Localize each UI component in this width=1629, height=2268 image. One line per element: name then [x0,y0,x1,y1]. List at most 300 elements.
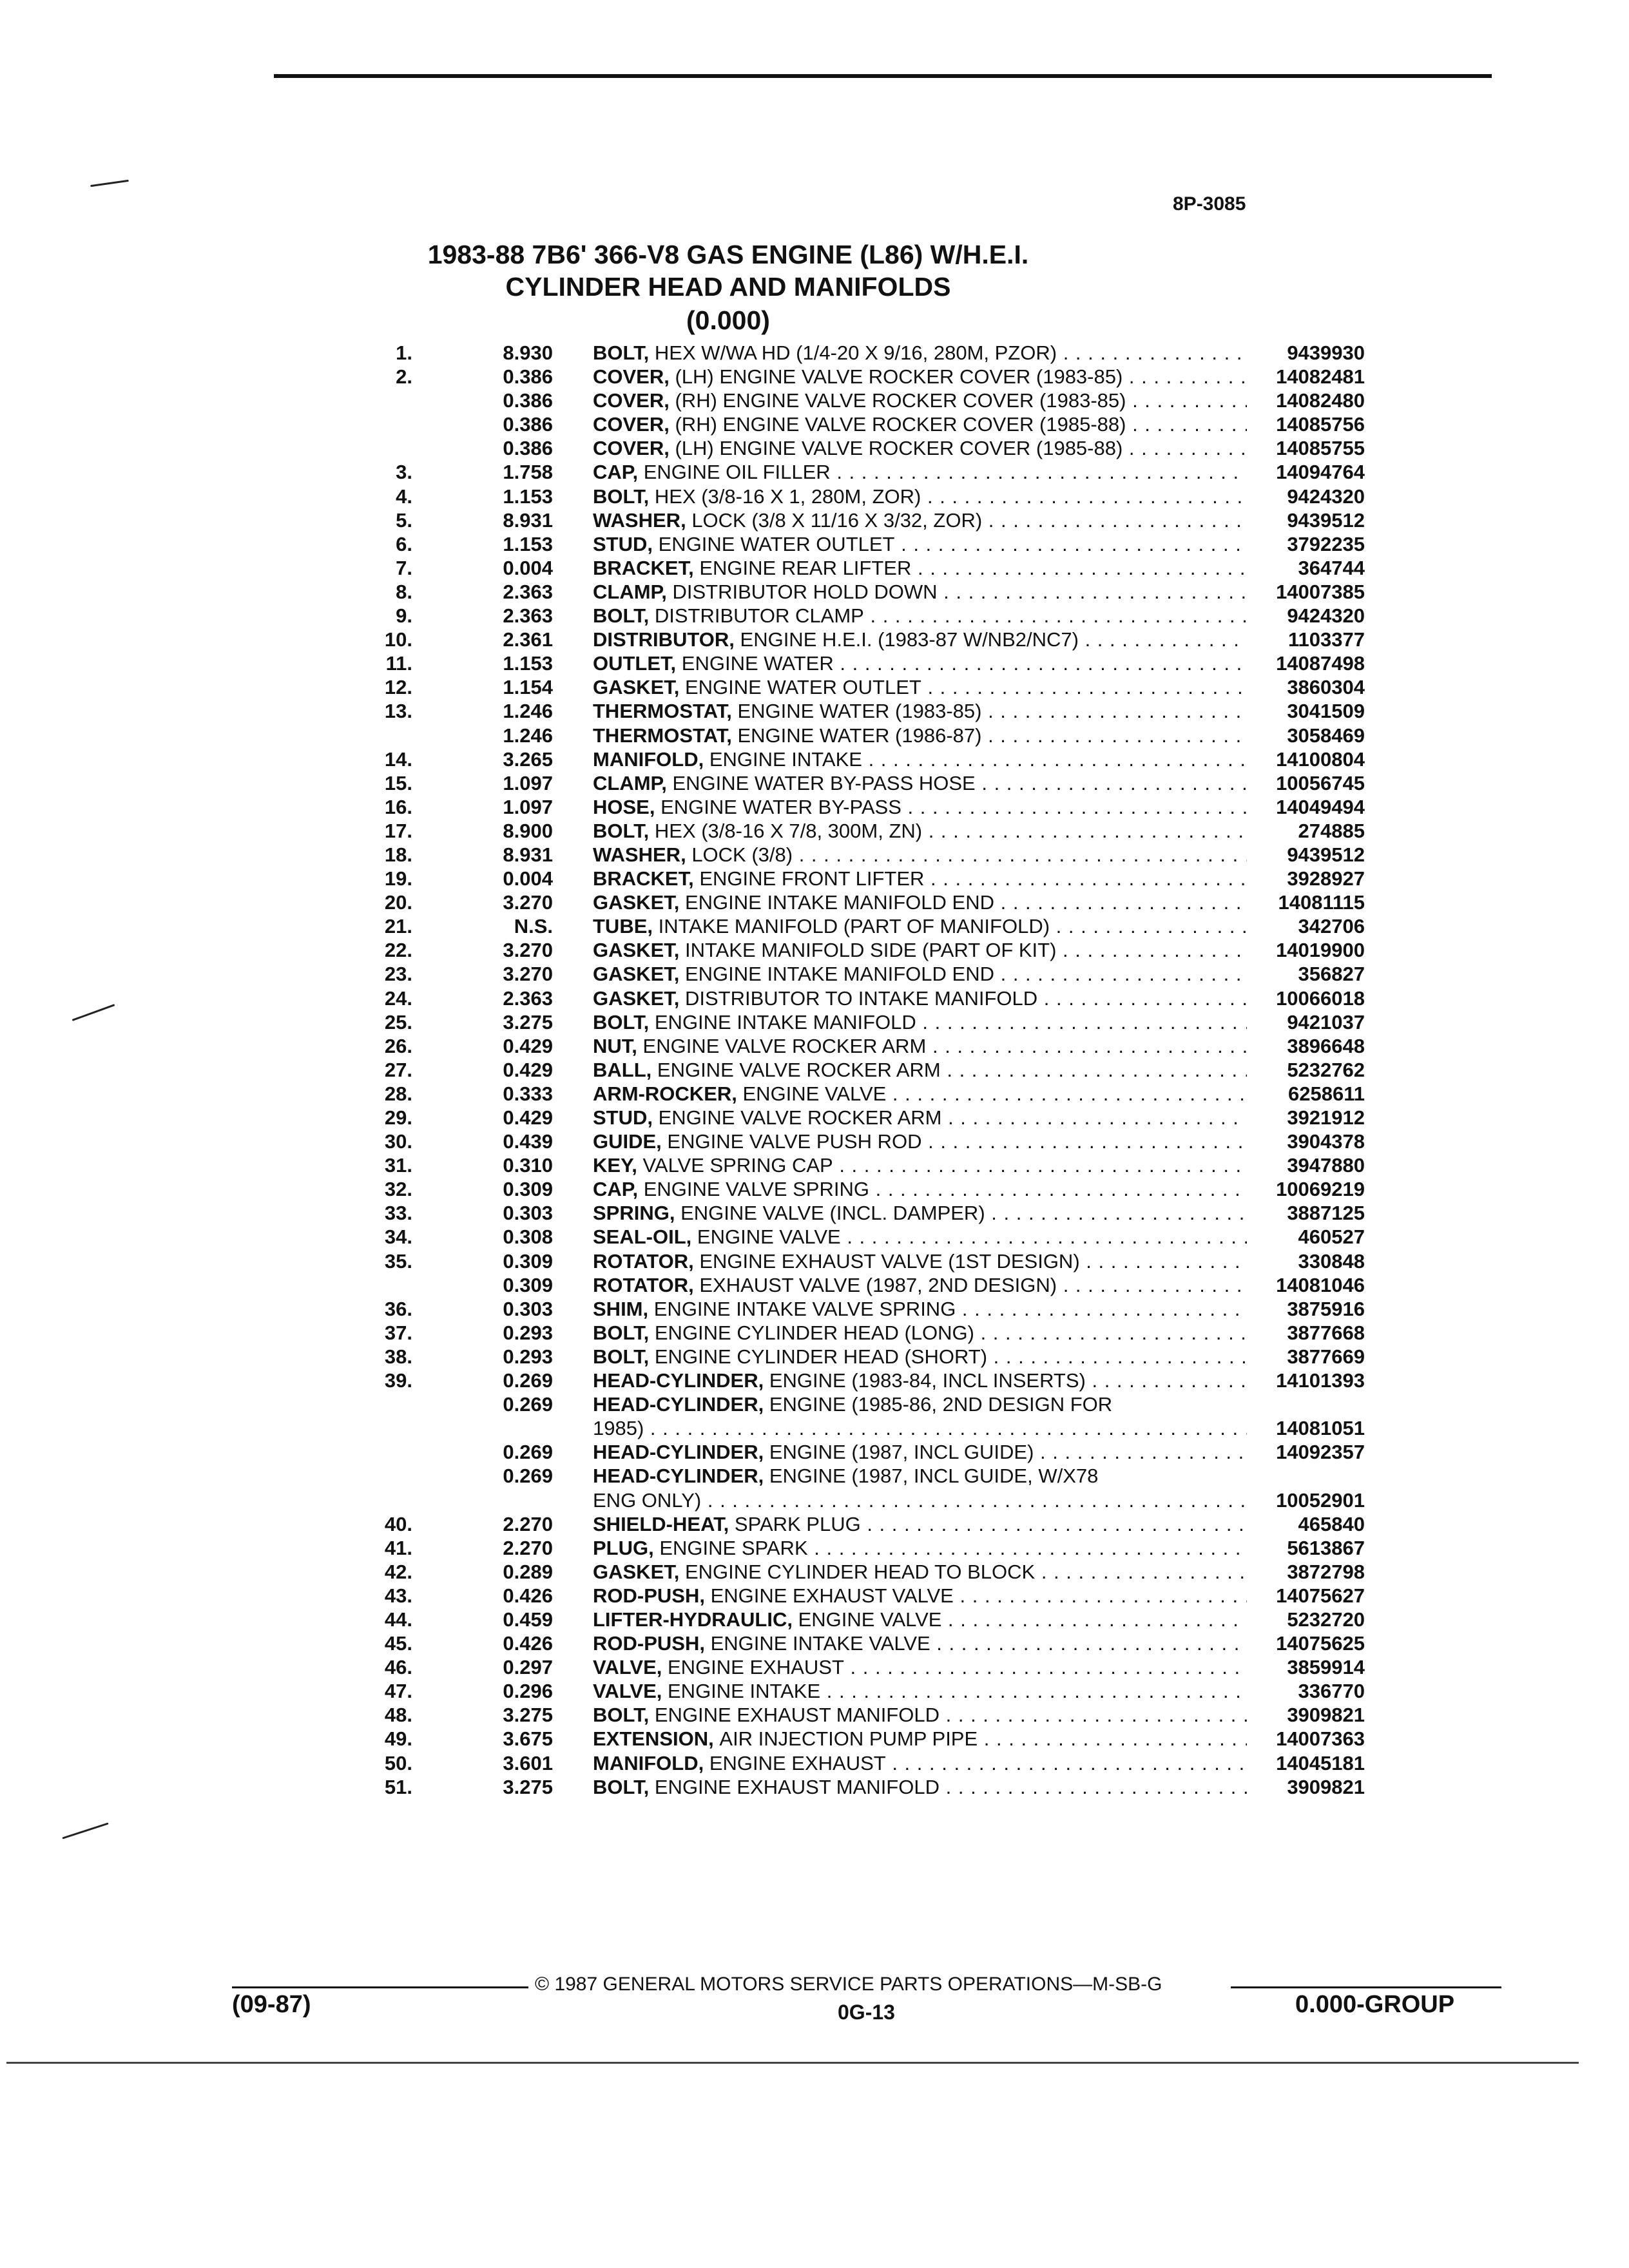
margin-mark [90,180,129,187]
part-detail: ENGINE VALVE ROCKER ARM [657,1058,941,1081]
part-detail: (LH) ENGINE VALVE ROCKER COVER (1983-85) [675,365,1123,389]
part-detail: ENGINE WATER OUTLET [684,676,921,699]
table-row [0,340,1629,364]
part-number: 14101393 [1267,1369,1365,1392]
item-number: 14. [384,747,412,771]
part-name: CAP, [593,1178,639,1201]
group-code: 0.386 [503,365,553,389]
top-rule [274,74,1492,78]
part-detail: ENGINE FRONT LIFTER [699,867,925,890]
part-number: 14081051 [1267,1417,1365,1440]
group-code: 3.265 [503,747,553,771]
part-number: 330848 [1289,1250,1365,1273]
group-code: 0.289 [503,1560,553,1583]
part-description [593,1130,1247,1153]
part-description [593,1321,1247,1345]
part-description [593,820,1247,843]
part-name: SEAL-OIL, [593,1225,692,1249]
table-row [0,1631,1629,1655]
part-detail: ENGINE CYLINDER HEAD TO BLOCK [684,1560,1036,1583]
table-row [0,1655,1629,1678]
item-number: 43. [384,1584,412,1607]
part-description [593,724,1247,747]
item-number: 9. [396,604,412,628]
table-row [0,412,1629,436]
part-description [593,1441,1247,1464]
group-code: 1.097 [503,795,553,818]
part-name: EXTENSION, [593,1727,714,1751]
part-name: SHIELD-HEAT, [593,1512,729,1535]
part-name: GASKET, [593,676,680,699]
part-number: 9424320 [1278,485,1365,508]
part-description [593,1584,1247,1608]
part-description [593,1752,1247,1775]
item-number: 41. [384,1536,412,1559]
table-row [0,364,1629,388]
group-code: 0.004 [503,556,553,579]
group-label: 0.000-GROUP [1295,1991,1455,2018]
group-code: N.S. [514,915,553,938]
table-row [0,771,1629,794]
footer-rule-right [1231,1986,1501,1988]
part-detail: HEX (3/8-16 X 1, 280M, ZOR) [654,485,921,508]
item-number: 5. [396,508,412,532]
part-description [593,1178,1247,1201]
item-number: 42. [384,1560,412,1583]
part-number: 10069219 [1267,1178,1365,1201]
item-number: 31. [384,1154,412,1177]
group-code: 0.429 [503,1034,553,1057]
part-number: 14007363 [1267,1727,1365,1751]
part-description [593,915,1247,938]
part-description [593,867,1247,890]
part-detail: ENGINE EXHAUST MANIFOLD [654,1704,940,1727]
part-name: HEAD-CYLINDER, [593,1369,764,1392]
part-detail: ENGINE INTAKE MANIFOLD [654,1010,916,1033]
part-description [593,533,1247,556]
item-number: 15. [384,771,412,794]
part-description [593,461,1247,484]
table-row [0,1344,1629,1368]
part-description [593,557,1247,580]
table-row [0,914,1629,937]
part-name: WASHER, [593,508,686,532]
table-row [0,1488,1629,1512]
parts-list [0,340,1629,1798]
part-detail: ENGINE WATER BY-PASS [660,795,901,818]
part-name: BOLT, [593,604,650,628]
item-number: 51. [384,1775,412,1798]
part-number: 14075625 [1267,1632,1365,1655]
part-detail: ENGINE (1987, INCL GUIDE, W/X78 [769,1465,1099,1488]
part-name: ROTATOR, [593,1273,694,1296]
part-detail: DISTRIBUTOR CLAMP [654,604,864,628]
item-number: 2. [396,365,412,389]
group-code: 1.758 [503,461,553,484]
part-detail: 1985) [593,1417,644,1440]
part-name: COVER, [593,365,670,389]
table-row [0,842,1629,866]
part-name: SHIM, [593,1297,649,1320]
part-name: HEAD-CYLINDER, [593,1441,764,1464]
part-detail: ENGINE INTAKE [668,1680,821,1703]
part-name: BOLT, [593,1345,650,1368]
part-detail: ENGINE VALVE [798,1608,942,1631]
group-code: 3.275 [503,1775,553,1798]
part-number: 1103377 [1279,628,1365,651]
part-description [593,1345,1247,1369]
item-number: 48. [384,1704,412,1727]
part-number: 3792235 [1278,533,1365,556]
part-detail: ENGINE VALVE ROCKER ARM [642,1034,927,1057]
part-detail: ENGINE INTAKE MANIFOLD END [684,891,994,914]
part-number: 3041509 [1278,700,1365,723]
group-code: 0.426 [503,1632,553,1655]
part-description [593,1202,1247,1225]
group-code: 0.269 [503,1369,553,1392]
table-row [0,794,1629,818]
group-code: 0.386 [503,389,553,412]
part-number: 14045181 [1267,1752,1365,1775]
page-title: 1983-88 7B6' 366-V8 GAS ENGINE (L86) W/H.E.I. [427,240,1029,269]
part-description [593,1608,1247,1631]
part-detail: ENGINE EXHAUST [709,1751,886,1774]
part-detail: EXHAUST VALVE (1987, 2ND DESIGN) [699,1273,1057,1296]
item-number: 44. [384,1608,412,1631]
part-number: 3860304 [1278,676,1365,699]
part-description [593,628,1247,651]
group-code: 0.439 [503,1130,553,1153]
part-detail: ENGINE INTAKE VALVE SPRING [653,1297,956,1320]
part-detail: INTAKE MANIFOLD (PART OF MANIFOLD) [658,915,1050,938]
item-number: 18. [384,843,412,866]
table-row [0,1224,1629,1248]
part-number: 14094764 [1267,461,1365,484]
table-row [0,1033,1629,1057]
table-row [0,1583,1629,1607]
part-description [593,652,1247,675]
part-number: 9424320 [1278,604,1365,628]
part-name: VALVE, [593,1680,662,1703]
part-name: BALL, [593,1058,652,1081]
item-number: 32. [384,1178,412,1201]
part-number: 3909821 [1278,1776,1365,1799]
part-description [593,1537,1247,1560]
document-number: 8P-3085 [1173,193,1246,215]
part-name: ROD-PUSH, [593,1584,705,1607]
part-number: 9439930 [1278,341,1365,365]
part-name: NUT, [593,1034,637,1057]
part-detail: ENG ONLY) [593,1488,702,1512]
part-detail: ENGINE H.E.I. (1983-87 W/NB2/NC7) [740,628,1079,651]
group-code: 0.296 [503,1680,553,1703]
part-detail: ENGINE INTAKE [709,747,862,771]
part-description [593,1680,1247,1703]
part-name: BRACKET, [593,867,694,890]
part-number: 14081046 [1267,1274,1365,1297]
part-description [593,891,1247,914]
part-description [593,796,1247,819]
table-row [0,1129,1629,1153]
margin-mark [62,1822,108,1839]
group-code: 8.930 [503,341,553,364]
part-description [593,1250,1247,1273]
part-number: 14092357 [1267,1441,1365,1464]
table-row [0,1774,1629,1798]
part-number: 3887125 [1278,1202,1365,1225]
item-number: 12. [384,676,412,699]
table-row [0,1249,1629,1273]
table-row [0,1702,1629,1726]
part-name: COVER, [593,437,670,460]
part-detail: ENGINE EXHAUST VALVE (1ST DESIGN) [699,1249,1080,1273]
part-number: 3875916 [1278,1298,1365,1321]
part-description [593,1082,1247,1106]
part-description [593,604,1247,628]
group-code: 3.275 [503,1010,553,1033]
part-detail: ENGINE WATER (1986-87) [737,724,982,747]
item-number: 6. [396,532,412,555]
part-description [593,700,1247,723]
part-name: CAP, [593,461,639,484]
group-code: 3.601 [503,1751,553,1774]
group-code: 8.931 [503,843,553,866]
group-code: 2.363 [503,986,553,1010]
group-code: 2.363 [503,580,553,603]
item-number: 25. [384,1010,412,1033]
item-number: 38. [384,1345,412,1368]
part-number: 14100804 [1267,748,1365,771]
part-detail: ENGINE WATER (1983-85) [737,700,982,723]
part-name: STUD, [593,532,653,555]
part-number: 3909821 [1278,1704,1365,1727]
part-name: STUD, [593,1106,653,1129]
group-code: 0.269 [503,1465,553,1488]
part-description [593,1225,1247,1249]
group-code: 0.429 [503,1106,553,1129]
part-description [593,676,1247,699]
page-number: 0G-13 [838,2001,895,2024]
part-number: 3904378 [1278,1130,1365,1153]
part-detail: ENGINE VALVE (INCL. DAMPER) [680,1202,985,1225]
table-row [0,1320,1629,1344]
table-row [0,1607,1629,1631]
item-number: 24. [384,986,412,1010]
bottom-rule [6,2062,1579,2064]
item-number: 37. [384,1321,412,1344]
part-description [593,843,1247,867]
part-name: BOLT, [593,1010,650,1033]
part-name: GUIDE, [593,1130,662,1153]
group-code: 0.269 [503,1393,553,1416]
part-detail: HEX (3/8-16 X 7/8, 300M, ZN) [654,819,923,842]
part-name: DISTRIBUTOR, [593,628,735,651]
group-code: 1.153 [503,485,553,508]
part-detail: ENGINE (1985-86, 2ND DESIGN FOR [769,1393,1113,1416]
part-description [593,1632,1247,1655]
table-row [0,1463,1629,1487]
part-name: ROTATOR, [593,1249,694,1273]
table-row [0,1392,1629,1416]
part-description [593,389,1247,412]
group-code: 1.153 [503,532,553,555]
part-description [593,1154,1247,1177]
part-number: 3928927 [1278,867,1365,890]
part-number: 9439512 [1278,509,1365,532]
part-number: 14082480 [1267,389,1365,412]
item-number: 39. [384,1369,412,1392]
part-number: 356827 [1289,963,1365,986]
item-number: 40. [384,1512,412,1535]
part-number: 3896648 [1278,1035,1365,1058]
part-description [593,987,1247,1010]
part-name: WASHER, [593,843,686,866]
part-name: ROD-PUSH, [593,1632,705,1655]
item-number: 11. [385,652,412,675]
item-number: 50. [384,1751,412,1774]
table-row [0,747,1629,771]
part-name: COVER, [593,389,670,412]
group-code: 2.363 [503,604,553,628]
group-code: 2.361 [503,628,553,651]
group-code: 3.275 [503,1704,553,1727]
item-number: 34. [384,1225,412,1249]
table-row [0,675,1629,698]
part-detail: ENGINE VALVE PUSH ROD [667,1130,922,1153]
table-row [0,555,1629,579]
group-code: 0.269 [503,1441,553,1464]
part-number: 14085756 [1267,413,1365,436]
part-number: 3921912 [1278,1106,1365,1129]
part-number: 10056745 [1267,772,1365,795]
part-description [593,413,1247,436]
part-description [593,1274,1247,1297]
item-number: 21. [384,915,412,938]
table-row [0,986,1629,1010]
part-name: GASKET, [593,986,680,1010]
item-number: 26. [384,1034,412,1057]
part-description [593,365,1247,389]
part-description [593,509,1247,532]
group-code: 3.270 [503,891,553,914]
table-row [0,436,1629,459]
group-code: 0.333 [503,1082,553,1105]
table-row [0,1512,1629,1535]
part-detail: AIR INJECTION PUMP PIPE [719,1727,978,1751]
group-code: 0.004 [503,867,553,890]
item-number: 3. [396,461,412,484]
group-code: 0.309 [503,1249,553,1273]
group-code: 1.246 [503,700,553,723]
part-number: 14007385 [1267,581,1365,604]
table-row [0,1057,1629,1081]
part-number: 465840 [1289,1513,1365,1536]
part-detail: ENGINE CYLINDER HEAD (LONG) [654,1321,974,1344]
part-name: BOLT, [593,485,650,508]
part-name: COVER, [593,413,670,436]
group-code: 8.931 [503,508,553,532]
item-number: 8. [396,580,412,603]
part-description [593,963,1247,986]
item-number: 22. [384,939,412,962]
group-code: 1.154 [503,676,553,699]
item-number: 47. [384,1680,412,1703]
part-number: 3947880 [1278,1154,1365,1177]
part-name: CLAMP, [593,580,667,603]
table-row [0,1726,1629,1750]
group-code: 8.900 [503,819,553,842]
part-number: 9421037 [1278,1011,1365,1034]
item-number: 1. [396,341,412,364]
part-name: ARM-ROCKER, [593,1082,737,1105]
revision-date: (09-87) [232,1991,311,2018]
part-detail: ENGINE CYLINDER HEAD (SHORT) [654,1345,988,1368]
part-number: 460527 [1289,1225,1365,1249]
group-code: 1.153 [503,652,553,675]
part-number: 14081115 [1269,891,1365,914]
part-detail: ENGINE REAR LIFTER [699,556,912,579]
group-code: 3.675 [503,1727,553,1751]
table-row [0,890,1629,914]
part-number: 14082481 [1267,365,1365,389]
part-number: 9439512 [1278,843,1365,867]
part-detail: ENGINE EXHAUST [668,1656,844,1679]
item-number: 45. [384,1632,412,1655]
part-detail: (RH) ENGINE VALVE ROCKER COVER (1983-85) [675,389,1126,412]
part-name: GASKET, [593,963,680,986]
part-number: 6258611 [1279,1082,1365,1106]
group-code: 0.386 [503,437,553,460]
part-name: HOSE, [593,795,655,818]
part-detail: (LH) ENGINE VALVE ROCKER COVER (1985-88) [675,437,1123,460]
table-row [0,484,1629,508]
part-number: 3058469 [1278,724,1365,747]
part-number: 364744 [1289,557,1365,580]
part-name: HEAD-CYLINDER, [593,1393,764,1416]
part-number: 14085755 [1267,437,1365,460]
item-number: 19. [384,867,412,890]
group-code: 0.386 [503,413,553,436]
part-name: BOLT, [593,819,650,842]
item-number: 27. [384,1058,412,1081]
part-description [593,1393,1247,1416]
part-detail: SPARK PLUG [734,1512,861,1535]
part-number: 3877669 [1278,1345,1365,1369]
part-name: GASKET, [593,891,680,914]
part-detail: DISTRIBUTOR TO INTAKE MANIFOLD [684,986,1038,1010]
part-name: THERMOSTAT, [593,700,732,723]
part-name: BOLT, [593,341,650,364]
part-name: BOLT, [593,1704,650,1727]
group-code: 3.270 [503,939,553,962]
part-detail: ENGINE WATER OUTLET [658,532,895,555]
part-name: MANIFOLD, [593,1751,704,1774]
part-number: 14087498 [1267,652,1365,675]
group-code: 0.293 [503,1321,553,1344]
item-number: 4. [396,485,412,508]
part-number: 14049494 [1267,796,1365,819]
part-detail: ENGINE VALVE SPRING [643,1178,869,1201]
item-number: 30. [384,1130,412,1153]
group-code-title: (0.000) [686,305,770,335]
part-description [593,1704,1247,1727]
part-detail: ENGINE SPARK [659,1536,808,1559]
part-detail: (RH) ENGINE VALVE ROCKER COVER (1985-88) [675,413,1126,436]
part-number: 14019900 [1267,939,1365,962]
part-detail: ENGINE VALVE [697,1225,841,1249]
part-number: 5232762 [1278,1059,1365,1082]
item-number: 20. [384,891,412,914]
